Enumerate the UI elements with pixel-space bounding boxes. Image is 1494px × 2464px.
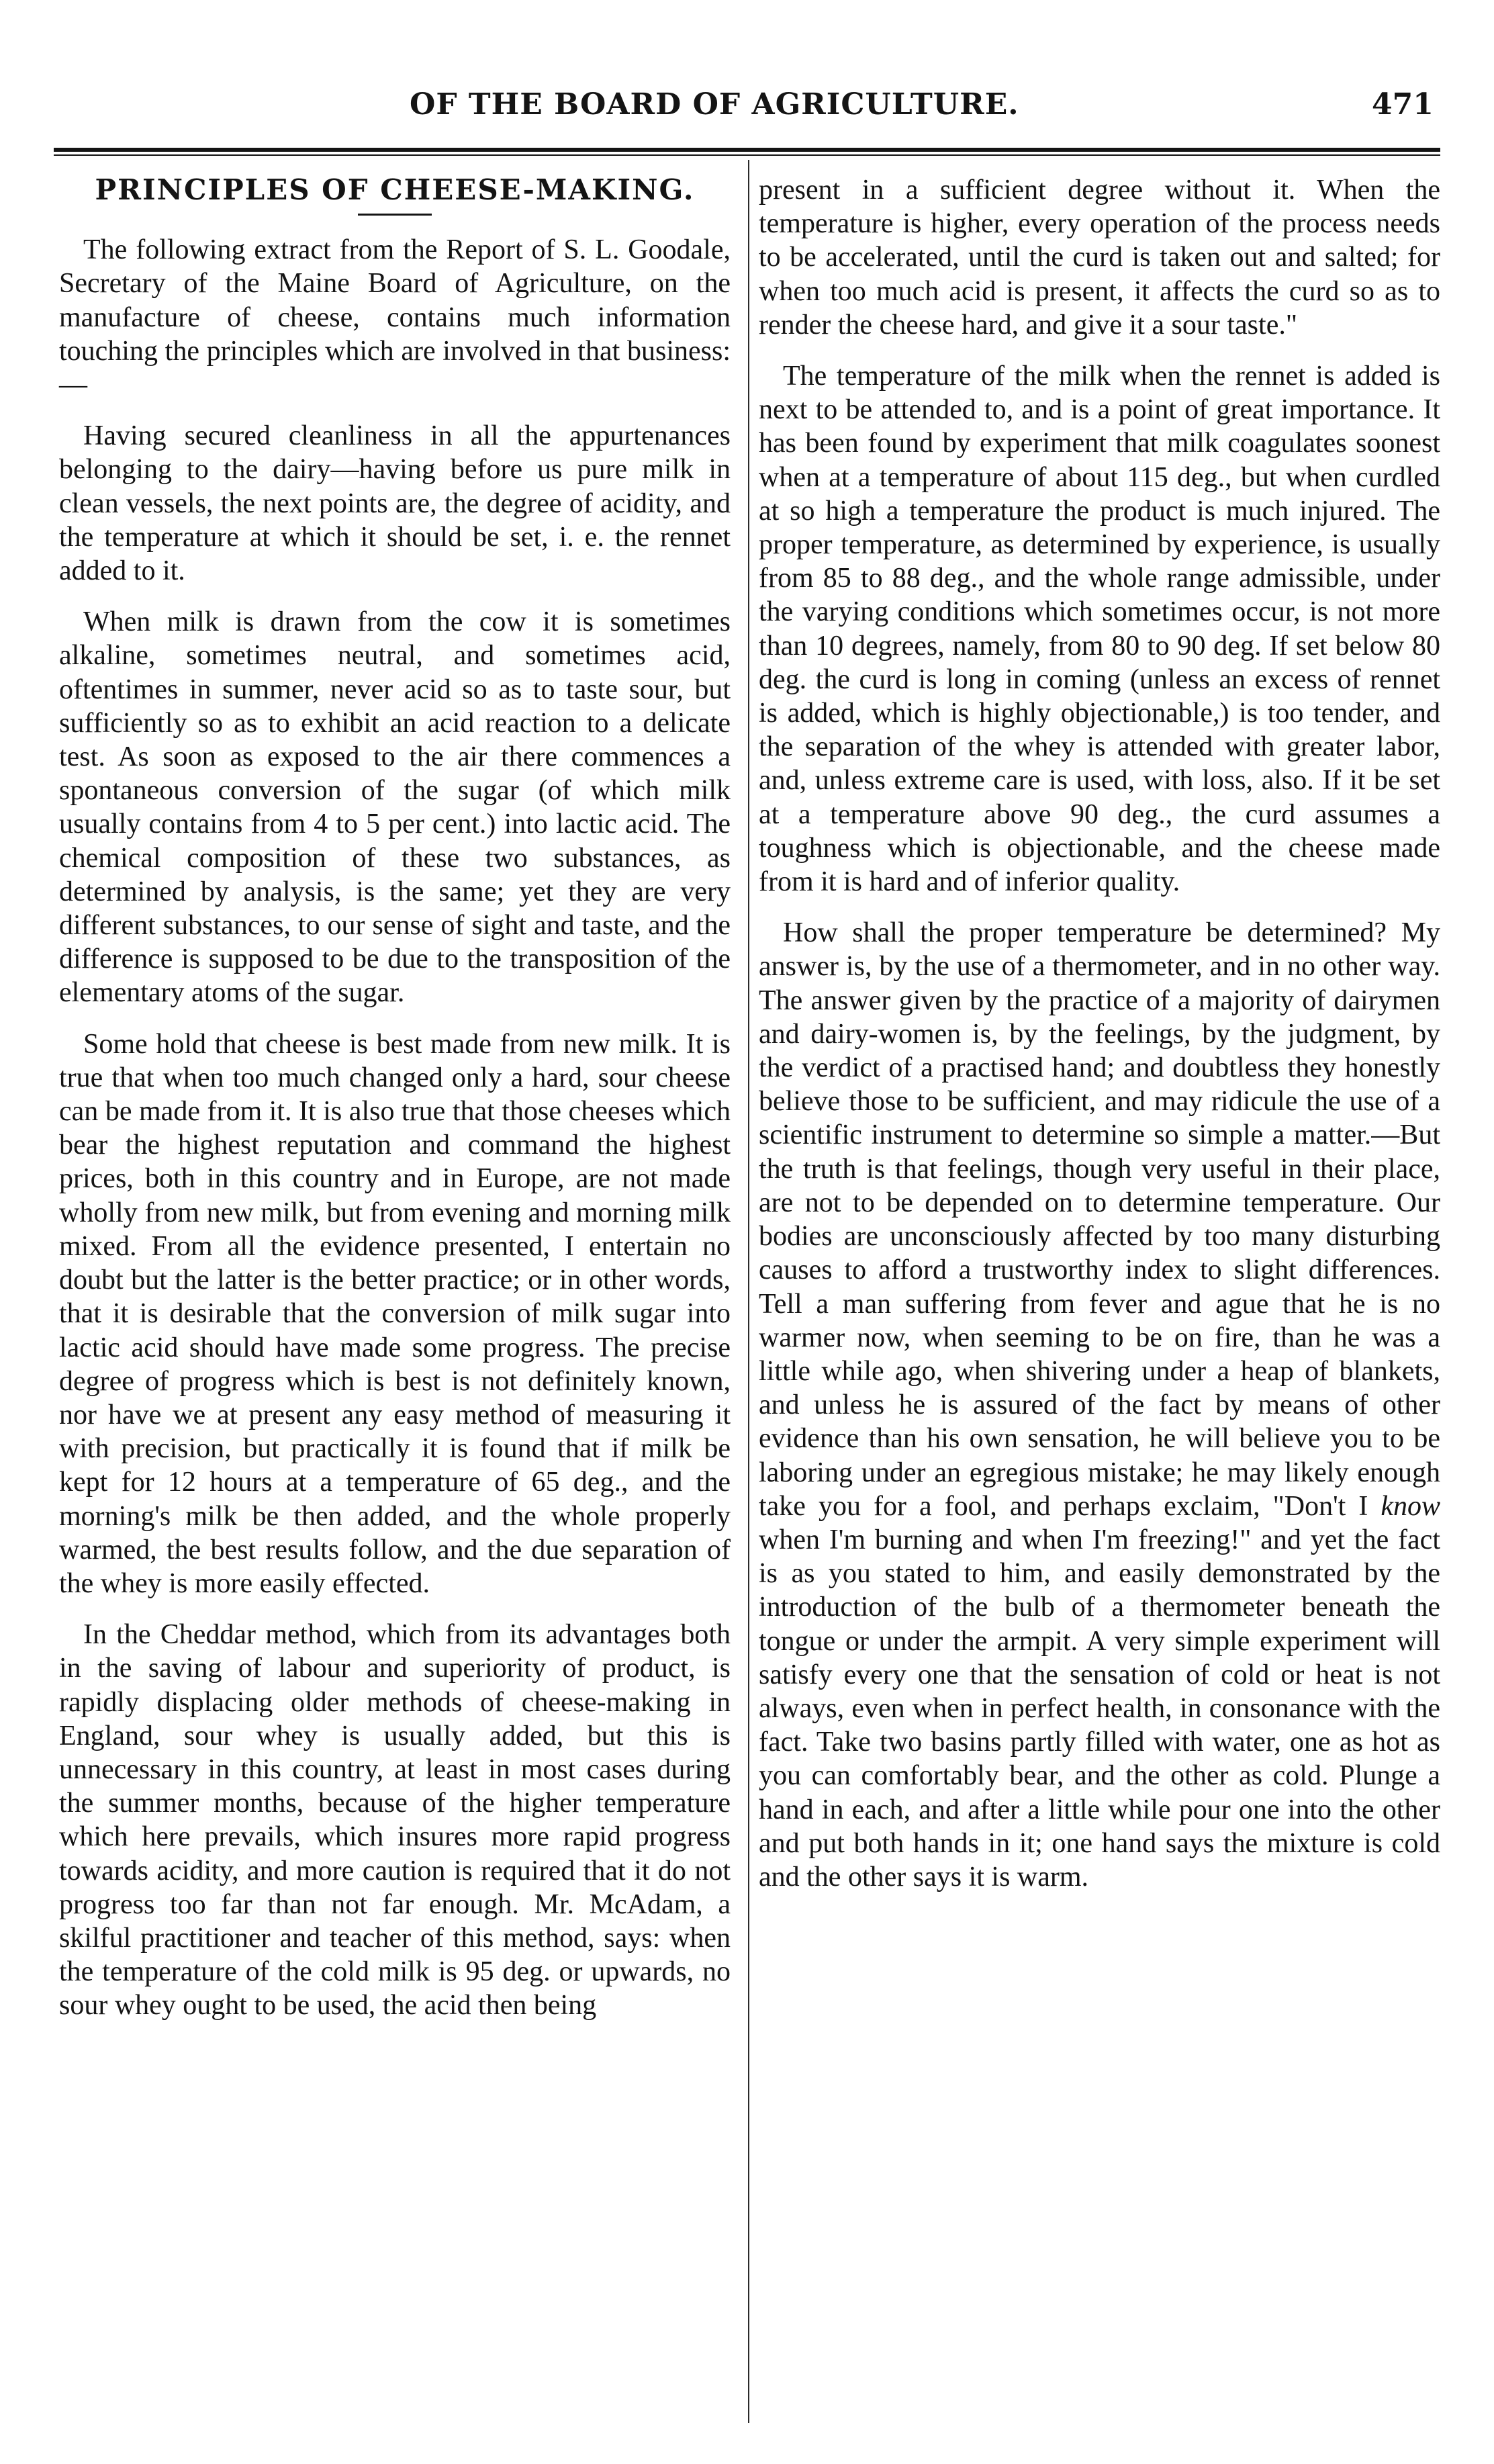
- paragraph-intro: The following extract from the Report of S. L. Goodale, Secretary of the Maine Board of Agriculture, on the manufacture of cheese, contains much information touching the principles which are involved in that business:—: [59, 234, 731, 401]
- paragraph-rennet-temperature: The temperature of the milk when the rennet is added is next to be attended to, and is a point of great importance. It has been found by experiment that milk coagulates soonest when at a temperature of about 115 deg., but when curdled at so high a temperature the product is much injured. The proper temperature, as determined by experience, is usually from 85 to 88 deg., and the whole range admissible, under the varying conditions which sometimes occur, is not more than 10 degrees, namely, from 80 to 90 deg. If set below 80 deg. the curd is long in coming (unless an excess of rennet is added, which is highly objectionable,) is too tender, and the separation of the whey is attended with greater labor, and, unless extreme care is used, with loss, also. If it be set at a temperature above 90 deg., the curd assumes a toughness which is objectionable, and the cheese made from it is hard and of inferior quality.: [759, 361, 1440, 898]
- page-number: 471: [1372, 87, 1434, 122]
- running-header: [0, 87, 1494, 134]
- running-title: OF THE BOARD OF AGRICULTURE.: [410, 87, 1019, 122]
- right-column: [759, 173, 1440, 1911]
- thermometer-text-after: when I'm burning and when I'm freezing!" and yet the fact is as you stated to him, and easily demonstrated by the introduction of the bulb of a thermometer beneath the tongue or under the armpit. A very simple experiment will satisfy every one that the sensation of cold or heat is not always, even when in perfect health, in consonance with the fact. Take two basins partly filled with water, one as hot as you can comfortably bear, and the other as cold. Plunge a hand in each, and after a little while pour one into the other and put both hands in it; one hand says the mixture is cold and the other says it is warm.: [759, 1524, 1440, 1892]
- emphasis-know: know: [1381, 1490, 1440, 1522]
- article-title: PRINCIPLES OF CHEESE-MAKING.: [95, 173, 695, 206]
- paragraph-thermometer: [759, 916, 1440, 1894]
- left-column: [59, 173, 731, 2040]
- paragraph-new-milk: Some hold that cheese is best made from new milk. It is true that when too much changed only a hard, sour cheese can be made from it. It is also true that those cheeses which bear the highest reputation and command the highest prices, both in this country and in Europe, are not made wholly from new milk, but from evening and morning milk mixed. From all the evidence presented, I entertain no doubt but the latter is the better practice; or in other words, that it is desirable that the conversion of milk sugar into lactic acid should have made some progress. The precise degree of progress which is best is not definitely known, nor have we at present any easy method of measuring it with precision, but practically it is found that if milk be kept for 12 hours at a temperature of 65 deg., and the morning's milk be then added, and the whole properly warmed, the best results follow, and the due separation of the whey is more easily effected.: [59, 1028, 731, 1599]
- thermometer-text-before: How shall the proper temperature be determined? My answer is, by the use of a thermometer, and in no other way. The answer given by the practice of a majority of dairymen and dairy-women is, by the feelings, by the judgment, by the verdict of a practised hand; and doubtless they honestly believe those to be sufficient, and may ridicule the use of a scientific instrument to determine so simple a matter.—But the truth is that feelings, though very useful in their place, are not to be depended on to determine temperature. Our bodies are unconsciously affected by too many disturbing causes to afford a trustworthy index to slight differences. Tell a man suffering from fever and ague that he is no warmer now, when seeming to be on fire, than he was a little while ago, when shivering under a heap of blankets, and unless he is assured of the fact by means of other evidence than his own sensation, he will believe you to be laboring under an egregious mistake; he may likely enough take you for a fool, and perhaps exclaim, "Don't I: [759, 917, 1440, 1522]
- paragraph-cheddar: In the Cheddar method, which from its advantages both in the saving of labour and superiority of product, is rapidly displacing older methods of cheese-making in England, sour whey is usually added, but this is unnecessary in this country, at least in most cases during the summer months, because of the higher temperature which here prevails, which insures more rapid progress towards acidity, and more caution is required that it do not progress too far than not far enough. Mr. McAdam, a skilful practitioner and teacher of this method, says: when the temperature of the cold milk is 95 deg. or upwards, no sour whey ought to be used, the acid then being: [59, 1619, 731, 2021]
- header-double-rule: [54, 148, 1440, 156]
- paragraph-cleanliness: Having secured cleanliness in all the appurtenances belonging to the dairy—having before us pure milk in clean vessels, the next points are, the degree of acidity, and the temperature at which it should be set, i. e. the rennet added to it.: [59, 420, 731, 587]
- paragraph-acidity: When milk is drawn from the cow it is sometimes alkaline, sometimes neutral, and sometimes acid, oftentimes in summer, never acid so as to taste sour, but sufficiently so as to exhibit an acid reaction to a delicate test. As soon as exposed to the air there commences a spontaneous conversion of the sugar (of which milk usually contains from 4 to 5 per cent.) into lactic acid. The chemical composition of these two substances, as determined by analysis, is the same; yet they are very different substances, to our sense of sight and taste, and the difference is supposed to be due to the transposition of the elementary atoms of the sugar.: [59, 606, 731, 1009]
- paragraph-continuation: present in a sufficient degree without it. When the temperature is higher, every operation of the process needs to be accelerated, until the curd is taken out and salted; for when too much acid is present, it affects the curd so as to render the cheese hard, and give it a sour taste.": [759, 175, 1440, 340]
- column-divider: [748, 160, 749, 2423]
- title-rule: [358, 214, 432, 216]
